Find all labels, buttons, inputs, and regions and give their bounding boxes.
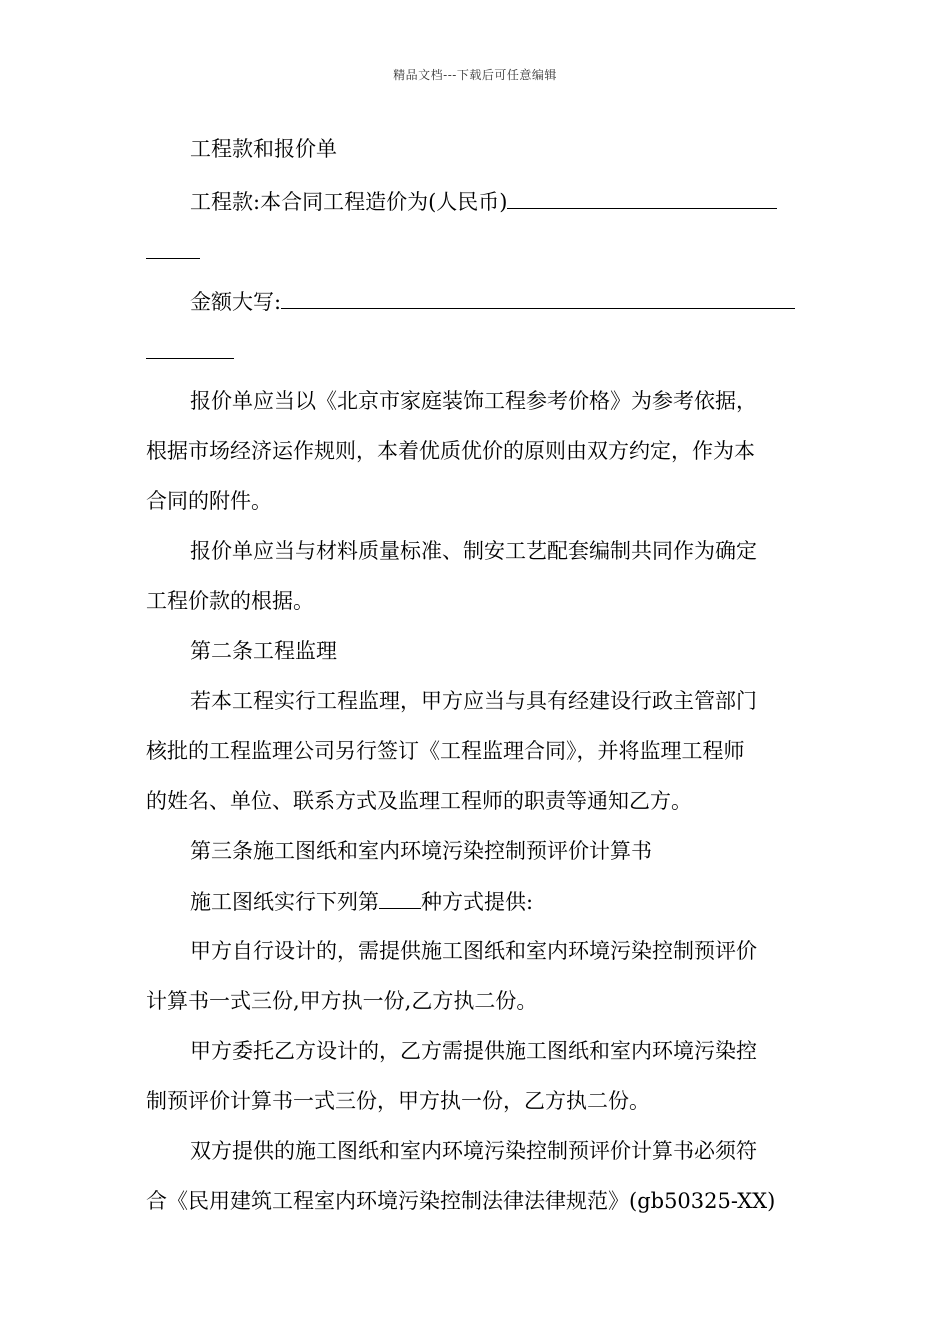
paragraph-line: 双方提供的施工图纸和室内环境污染控制预评价计算书必须符 xyxy=(190,1139,757,1163)
article-heading: 第二条工程监理 xyxy=(190,639,337,663)
page-header: 精品文档---下载后可任意编辑 xyxy=(393,68,557,82)
blank-underline xyxy=(146,336,234,359)
amount-words-label: 金额大写: xyxy=(190,290,282,314)
paragraph-line: 制预评价计算书一式三份，甲方执一份，乙方执二份。 xyxy=(146,1089,650,1113)
paragraph-line: 报价单应当以《北京市家庭装饰工程参考价格》为参考依据， xyxy=(190,389,757,413)
paragraph-line: 合《民用建筑工程室内环境污染控制法律法律规范》(gb50325-XX) xyxy=(146,1189,776,1213)
paragraph-line: 合同的附件。 xyxy=(146,489,272,513)
amount-words-blank xyxy=(281,286,795,309)
paragraph-line: 计算书一式三份,甲方执一份,乙方执二份。 xyxy=(146,989,538,1013)
paragraph-line: 甲方自行设计的，需提供施工图纸和室内环境污染控制预评价 xyxy=(190,939,757,963)
contract-price-line xyxy=(190,186,810,217)
amount-words-line xyxy=(190,286,810,317)
section-title: 工程款和报价单 xyxy=(190,137,337,161)
contract-price-blank-continued xyxy=(146,236,810,267)
paragraph-line: 的姓名、单位、联系方式及监理工程师的职责等通知乙方。 xyxy=(146,789,692,813)
article-heading: 第三条施工图纸和室内环境污染控制预评价计算书 xyxy=(190,839,652,863)
method-choice-prefix: 施工图纸实行下列第 xyxy=(190,890,379,914)
amount-words-blank-continued xyxy=(146,336,810,367)
paragraph-line: 甲方委托乙方设计的，乙方需提供施工图纸和室内环境污染控 xyxy=(190,1039,757,1063)
paragraph-line: 核批的工程监理公司另行签订《工程监理合同》，并将监理工程师 xyxy=(146,739,745,763)
paragraph-line: 工程价款的根据。 xyxy=(146,589,314,613)
contract-price-label: 工程款:本合同工程造价为(人民币) xyxy=(190,190,508,214)
method-choice-blank xyxy=(379,886,421,909)
paragraph-line: 若本工程实行工程监理，甲方应当与具有经建设行政主管部门 xyxy=(190,689,757,713)
contract-price-blank xyxy=(507,186,777,209)
paragraph-line: 报价单应当与材料质量标准、制安工艺配套编制共同作为确定 xyxy=(190,539,757,563)
method-choice-line xyxy=(190,886,854,917)
paragraph-line: 根据市场经济运作规则，本着优质优价的原则由双方约定，作为本 xyxy=(146,439,755,463)
blank-underline xyxy=(146,236,200,259)
method-choice-suffix: 种方式提供: xyxy=(421,890,534,914)
